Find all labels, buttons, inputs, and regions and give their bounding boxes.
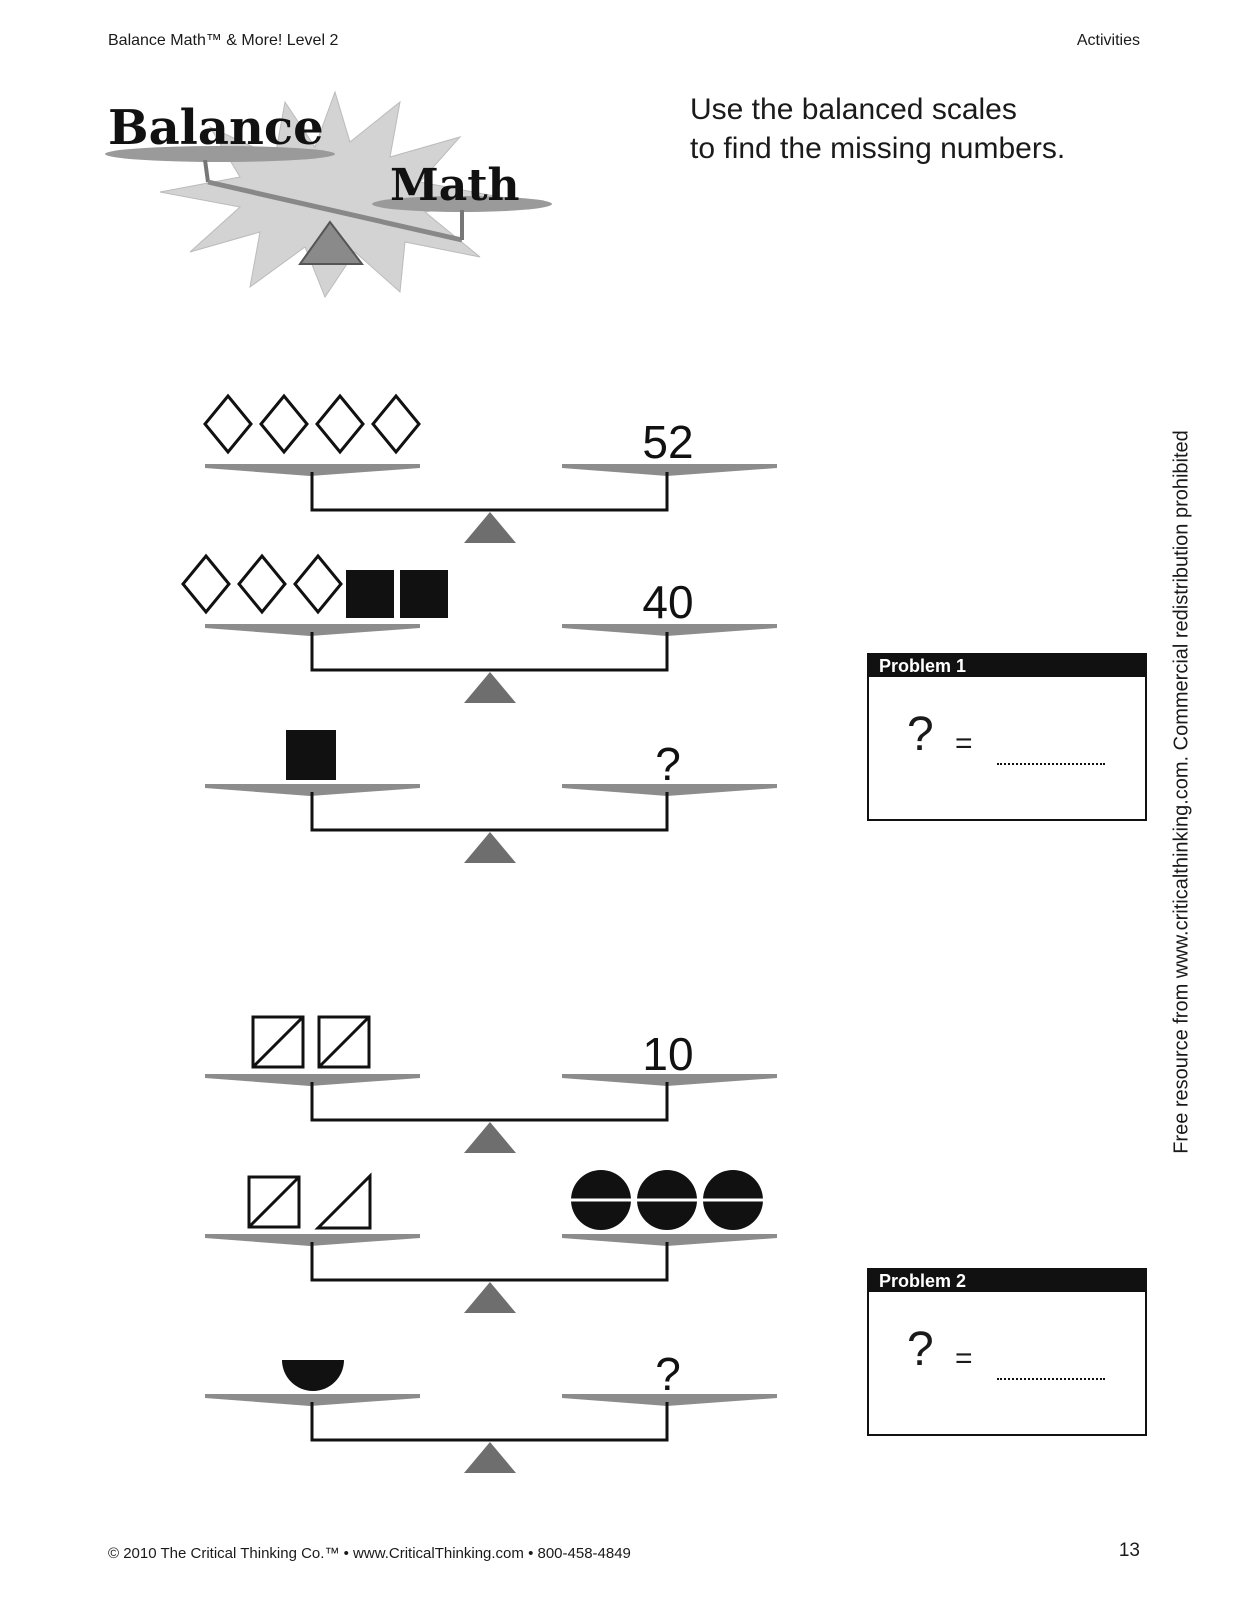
p2-s2-triangle <box>318 1176 370 1228</box>
instructions-line-2: to find the missing numbers. <box>690 132 1066 165</box>
p1-scale-2-base <box>205 624 777 703</box>
instructions-line-1: Use the balanced scales <box>690 93 1017 126</box>
p2-scale-2-base <box>205 1234 777 1313</box>
p1-s2-black-square-1 <box>346 570 394 618</box>
page-number: 13 <box>1118 1540 1140 1561</box>
footer-copyright: © 2010 The Critical Thinking Co.™ • www.CriticalThinking.com • 800-458-4849 <box>108 1545 631 1562</box>
p2-s1-right-value: 10 <box>642 1028 694 1080</box>
problem-2-title: Problem 2 <box>869 1270 1145 1292</box>
p2-s3-half-circle <box>282 1360 344 1391</box>
p2-s3-right-value: ? <box>655 1348 681 1400</box>
p1-s2-black-square-2 <box>400 570 448 618</box>
p2-s2-split-circle-2 <box>637 1170 697 1230</box>
p2-scale-1-base <box>205 1074 777 1153</box>
p1-s2-diamond-3 <box>295 556 341 612</box>
p1-s1-diamond-1 <box>205 396 251 452</box>
p1-scale-1-base <box>205 464 777 543</box>
p1-s1-right-value: 52 <box>642 416 694 468</box>
p2-s1-diag-square-2 <box>319 1017 369 1067</box>
problem-2-equals: = <box>955 1342 973 1375</box>
problem-2-answer-box <box>867 1268 1147 1436</box>
p1-s3-right-value: ? <box>655 738 681 790</box>
problem-1-title: Problem 1 <box>869 655 1145 677</box>
p1-scale-3-base <box>205 784 777 863</box>
p2-scale-2 <box>205 1170 777 1313</box>
p1-scale-3 <box>205 730 777 863</box>
p1-s1-diamond-2 <box>261 396 307 452</box>
p2-s1-diag-square-1 <box>253 1017 303 1067</box>
problem-2-question-mark: ? <box>907 1323 934 1376</box>
p1-s3-black-square <box>286 730 336 780</box>
p1-s1-diamond-3 <box>317 396 363 452</box>
problem-1-question-mark: ? <box>907 708 934 761</box>
p1-s1-diamond-4 <box>373 396 419 452</box>
problem-1-equals: = <box>955 727 973 760</box>
problem-2-answer-line[interactable] <box>997 1378 1105 1380</box>
p2-s2-split-circle-3 <box>703 1170 763 1230</box>
logo-word-math: Math <box>390 160 520 211</box>
side-notice: Free resource from www.criticalthinking.com. Commercial redistribution prohibited <box>1170 430 1193 1154</box>
problem-1-answer-box <box>867 653 1147 821</box>
p1-scale-2 <box>183 556 777 703</box>
p1-scale-1 <box>205 396 777 543</box>
p1-s2-diamond-1 <box>183 556 229 612</box>
p1-s2-diamond-2 <box>239 556 285 612</box>
p1-s2-right-value: 40 <box>642 576 694 628</box>
header-section: Activities <box>1076 32 1140 49</box>
p2-s2-diag-square <box>249 1177 299 1227</box>
header-title: Balance Math™ & More! Level 2 <box>108 32 339 49</box>
problem-1-answer-line[interactable] <box>997 763 1105 765</box>
p2-scale-1 <box>205 1017 777 1153</box>
p2-s2-split-circle-1 <box>571 1170 631 1230</box>
logo-word-balance: Balance <box>108 100 324 156</box>
p2-scale-3-base <box>205 1394 777 1473</box>
p2-scale-3 <box>205 1348 777 1473</box>
